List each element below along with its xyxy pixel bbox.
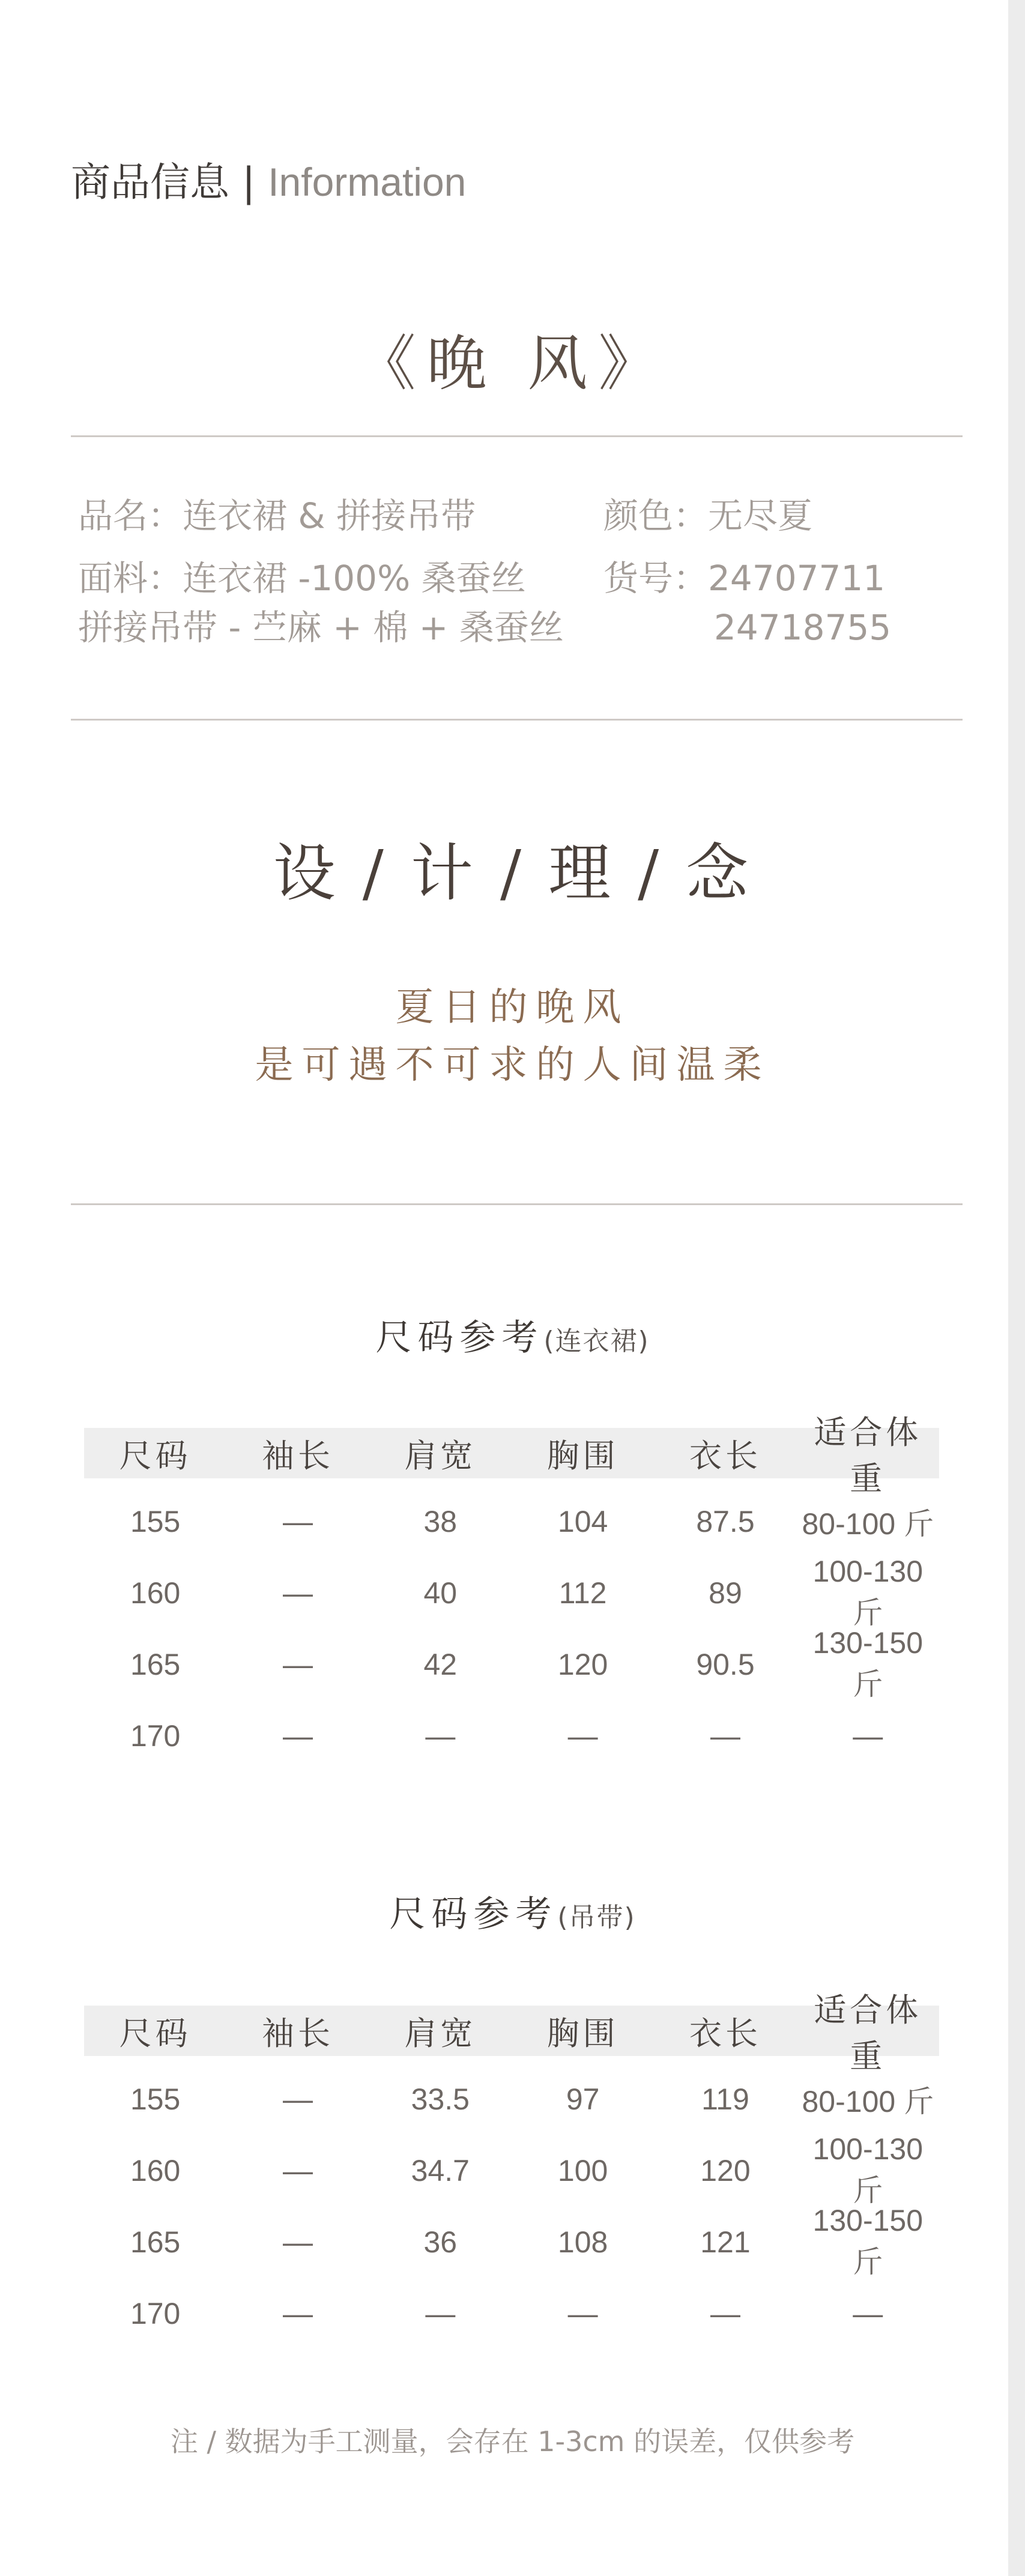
product-sku-line1: 货号：24707711 — [603, 558, 886, 599]
table-cell: 130-150 斤 — [812, 2203, 924, 2279]
size-table-dress — [84, 1413, 939, 1771]
table-cell: — — [710, 1719, 740, 1753]
column-header: 衣长 — [689, 2014, 761, 2052]
product-info-left — [78, 491, 564, 652]
header-title-en: Information — [268, 160, 467, 204]
table-cell: 170 — [130, 1719, 181, 1753]
size-chart-title-text: 尺码参考 — [375, 1317, 544, 1359]
header-title-cn: 商品信息 — [71, 159, 229, 205]
table-cell: 33.5 — [411, 2082, 470, 2116]
table-cell: 165 — [130, 2225, 181, 2259]
table-cell: — — [282, 1576, 313, 1610]
design-concept-text — [0, 979, 1025, 1094]
size-table-strap — [84, 1991, 939, 2349]
table-cell: — — [853, 1719, 883, 1753]
size-chart-title-text: 尺码参考 — [389, 1893, 558, 1935]
product-sku-line2: 24718755 — [714, 607, 892, 648]
column-header: 肩宽 — [404, 1436, 477, 1475]
table-cell: 90.5 — [696, 1647, 755, 1681]
poem-title: 《晚 风》 — [355, 328, 670, 399]
column-header: 胸围 — [546, 2014, 619, 2052]
table-cell: — — [567, 2296, 598, 2330]
table-cell: 121 — [700, 2225, 751, 2259]
table-cell: — — [710, 2296, 740, 2330]
column-header: 衣长 — [689, 1436, 761, 1475]
column-header: 袖长 — [261, 2014, 334, 2052]
table-cell: 160 — [130, 2153, 181, 2187]
concept-line-1: 夏日的晚风 — [395, 985, 630, 1030]
table-row — [84, 2132, 939, 2207]
table-cell: 165 — [130, 1647, 181, 1681]
column-header: 胸围 — [546, 1436, 619, 1475]
table-cell: 170 — [130, 2296, 181, 2330]
table-cell: 100-130 斤 — [812, 2132, 924, 2207]
table-cell: — — [282, 2082, 313, 2116]
table-row — [84, 2278, 939, 2349]
table-cell: 155 — [130, 2082, 181, 2116]
size-chart-title-dress — [0, 1309, 1025, 1361]
table-cell: 104 — [557, 1504, 608, 1538]
table-cell: — — [282, 2225, 313, 2259]
table-cell: 119 — [701, 2082, 749, 2116]
table-cell: 112 — [558, 1576, 607, 1610]
table-cell: 87.5 — [696, 1504, 755, 1538]
table-row — [84, 1625, 939, 1701]
table-cell: 160 — [130, 1576, 181, 1610]
table-cell: 120 — [700, 2153, 751, 2187]
table-cell: — — [282, 1719, 313, 1753]
section-header — [71, 150, 466, 207]
product-info-right — [603, 491, 891, 652]
column-header: 尺码 — [119, 2014, 192, 2052]
table-cell: — — [282, 2153, 313, 2187]
table-row — [84, 1554, 939, 1630]
table-cell: 100-130 斤 — [812, 1554, 924, 1630]
table-cell: — — [853, 2296, 883, 2330]
table-cell: — — [282, 1647, 313, 1681]
size-chart-title-strap — [0, 1885, 1025, 1937]
table-row — [84, 1700, 939, 1771]
table-cell: 40 — [423, 1576, 458, 1610]
concept-line-2: 是可遇不可求的人间温柔 — [255, 1043, 770, 1087]
column-header: 适合体重 — [814, 1991, 922, 2075]
table-header — [84, 1991, 939, 2075]
table-cell: 97 — [566, 2082, 600, 2116]
product-material-line1: 面料：连衣裙 -100% 桑蚕丝 — [78, 558, 526, 599]
size-chart-subtitle: (连衣裙) — [543, 1326, 650, 1356]
divider — [71, 435, 963, 437]
table-cell: 80-100 斤 — [802, 1507, 934, 1541]
table-cell: — — [425, 1719, 456, 1753]
divider — [71, 1203, 963, 1205]
divider — [71, 719, 963, 721]
header-separator: | — [229, 159, 268, 205]
table-cell: 108 — [557, 2225, 608, 2259]
column-header: 肩宽 — [404, 2014, 477, 2052]
table-cell: 80-100 斤 — [802, 2084, 934, 2118]
table-cell: 120 — [557, 1647, 608, 1681]
size-chart-subtitle: (吊带) — [557, 1902, 636, 1933]
table-cell: 36 — [423, 2225, 458, 2259]
table-cell: 34.7 — [411, 2153, 470, 2187]
column-header: 袖长 — [261, 1436, 334, 1475]
table-cell: — — [425, 2296, 456, 2330]
measurement-note: 注 / 数据为手工测量，会存在 1-3cm 的误差，仅供参考 — [170, 2425, 855, 2458]
table-cell: 38 — [423, 1504, 458, 1538]
table-cell: 100 — [557, 2153, 608, 2187]
column-header: 适合体重 — [814, 1413, 922, 1498]
table-cell: 130-150 斤 — [812, 1625, 924, 1701]
table-cell: 155 — [130, 1504, 181, 1538]
table-row — [84, 2203, 939, 2279]
table-cell: — — [282, 1504, 313, 1538]
table-header — [84, 1413, 939, 1498]
product-name: 品名：连衣裙 & 拼接吊带 — [78, 495, 476, 536]
table-cell: 42 — [423, 1647, 458, 1681]
design-concept-title: 设 / 计 / 理 / 念 — [273, 836, 752, 910]
column-header: 尺码 — [119, 1436, 192, 1475]
product-color: 颜色：无尽夏 — [603, 495, 813, 536]
table-cell: 89 — [709, 1576, 742, 1610]
table-cell: — — [282, 2296, 313, 2330]
product-material-line2: 拼接吊带 - 苎麻 + 棉 + 桑蚕丝 — [78, 607, 564, 648]
table-cell: — — [567, 1719, 598, 1753]
